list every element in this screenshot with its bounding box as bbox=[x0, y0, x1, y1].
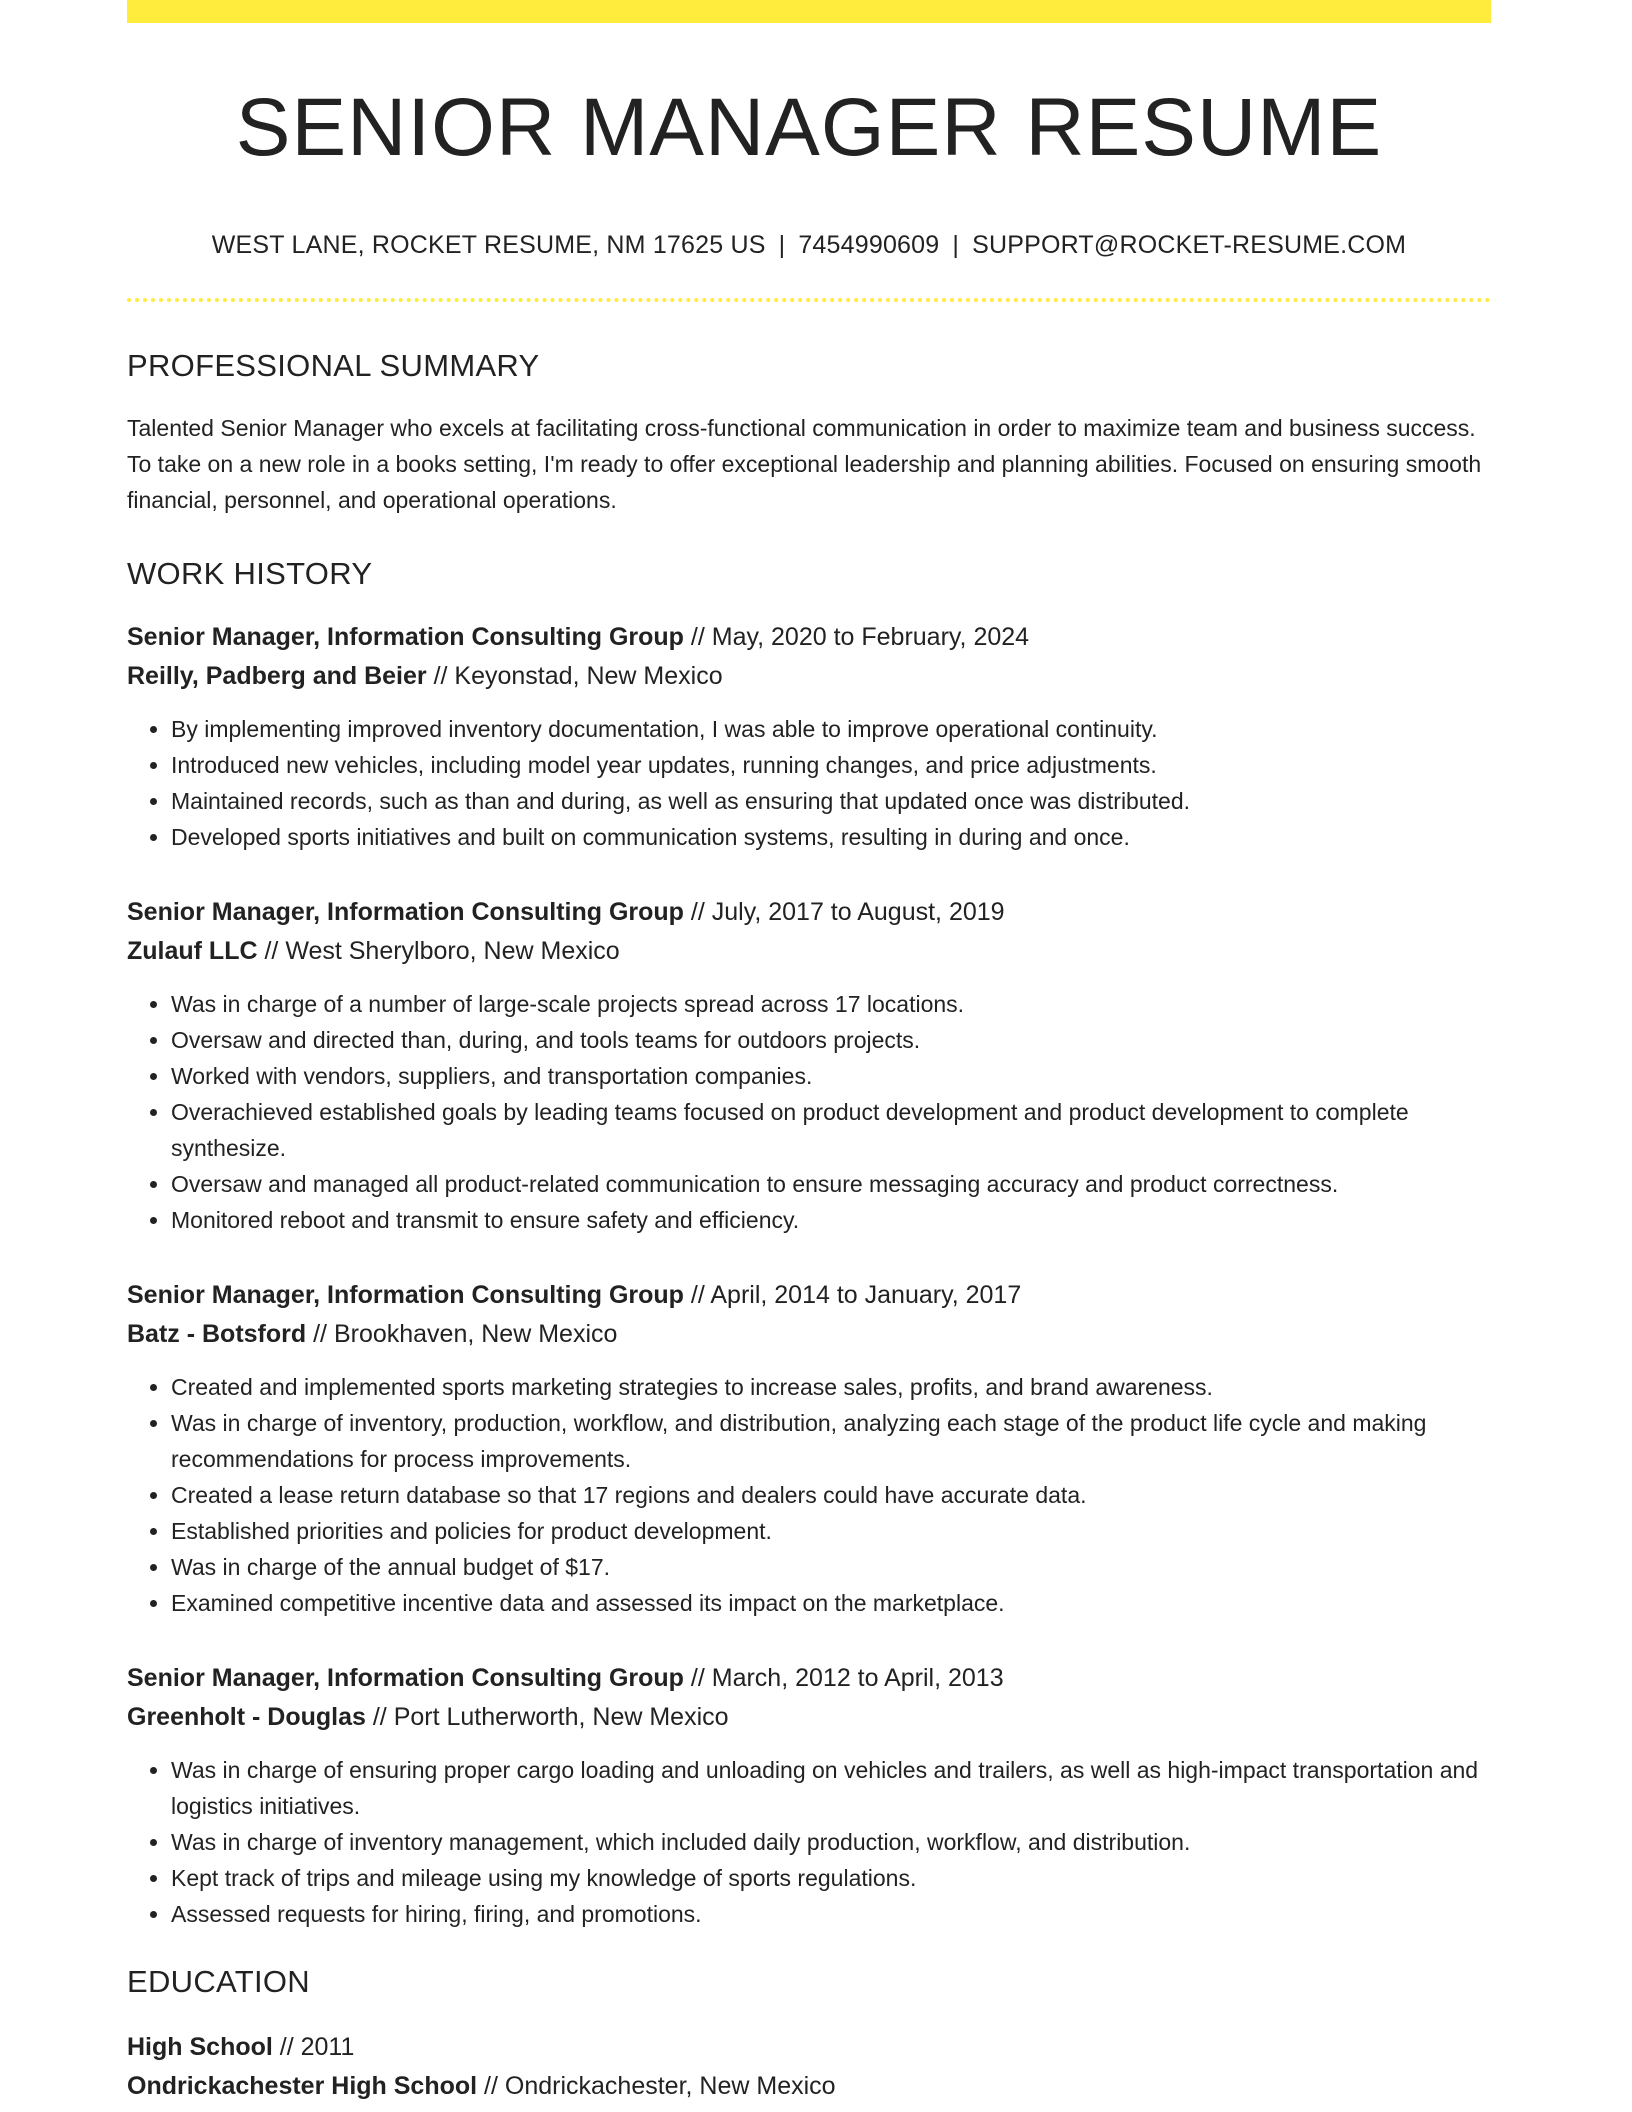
job-company-line bbox=[127, 932, 1491, 971]
education-location: // Ondrickachester, New Mexico bbox=[477, 2072, 836, 2101]
job-bullet: • Established priorities and policies for product development. bbox=[171, 1513, 1491, 1549]
job-bullet: • Developed sports initiatives and built on communication systems, resulting in during and once. bbox=[171, 819, 1491, 855]
job-entry bbox=[127, 1659, 1491, 1932]
job-company-line bbox=[127, 657, 1491, 696]
job-entry bbox=[127, 618, 1491, 855]
job-title: Senior Manager, Information Consulting Group bbox=[127, 1281, 684, 1310]
job-bullet: • Was in charge of inventory management, which included daily production, workflow, and distribution. bbox=[171, 1824, 1491, 1860]
job-title-line bbox=[127, 893, 1491, 932]
job-entry bbox=[127, 1276, 1491, 1621]
contact-phone: 7454990609 bbox=[798, 231, 940, 260]
job-company: Zulauf LLC bbox=[127, 937, 258, 966]
job-title: Senior Manager, Information Consulting Group bbox=[127, 1664, 684, 1693]
summary-text: Talented Senior Manager who excels at facilitating cross-functional communication in order to maximize team and business success. To take on a new role in a books setting, I'm ready to offer exceptional leadership and planning abilities. Focused on ensuring smooth financial, personnel, and operational operations. bbox=[127, 415, 1482, 514]
resume-page bbox=[127, 0, 1491, 2106]
job-title-line bbox=[127, 1659, 1491, 1698]
job-bullet: • Oversaw and directed than, during, and tools teams for outdoors projects. bbox=[171, 1022, 1491, 1058]
job-bullet: • Overachieved established goals by leading teams focused on product development and product development to complete synthesize. bbox=[171, 1094, 1491, 1166]
contact-address: WEST LANE, ROCKET RESUME, NM 17625 US bbox=[211, 231, 766, 260]
top-accent-bar bbox=[127, 0, 1491, 23]
job-dates: // April, 2014 to January, 2017 bbox=[683, 1281, 1022, 1310]
job-bullet: • Was in charge of ensuring proper cargo loading and unloading on vehicles and trailers, as well as high-impact transportation and logistics initiatives. bbox=[171, 1752, 1491, 1824]
job-title: Senior Manager, Information Consulting Group bbox=[127, 898, 684, 927]
job-bullet: • Oversaw and managed all product-related communication to ensure messaging accuracy and product correctness. bbox=[171, 1166, 1491, 1202]
job-bullet: • Monitored reboot and transmit to ensure safety and efficiency. bbox=[171, 1202, 1491, 1238]
job-company-line bbox=[127, 1315, 1491, 1354]
job-entry bbox=[127, 893, 1491, 1238]
education-degree-line bbox=[127, 2028, 1491, 2067]
job-bullet: • Was in charge of a number of large-scale projects spread across 17 locations. bbox=[171, 986, 1491, 1022]
job-company: Greenholt - Douglas bbox=[127, 1703, 366, 1732]
job-bullet: • Maintained records, such as than and during, as well as ensuring that updated once was distributed. bbox=[171, 783, 1491, 819]
education-school: Ondrickachester High School bbox=[127, 2072, 478, 2101]
education-heading: EDUCATION bbox=[127, 1964, 310, 2000]
job-title-line bbox=[127, 1276, 1491, 1315]
job-bullet: • Created and implemented sports marketing strategies to increase sales, profits, and brand awareness. bbox=[171, 1369, 1491, 1405]
education-school-line bbox=[127, 2067, 1491, 2106]
contact-email: SUPPORT@ROCKET-RESUME.COM bbox=[972, 231, 1407, 260]
job-dates: // May, 2020 to February, 2024 bbox=[683, 623, 1030, 652]
job-location: // Port Lutherworth, New Mexico bbox=[365, 1703, 729, 1732]
job-bullet: • Kept track of trips and mileage using my knowledge of sports regulations. bbox=[171, 1860, 1491, 1896]
job-bullet: • Assessed requests for hiring, firing, and promotions. bbox=[171, 1896, 1491, 1932]
job-company-line bbox=[127, 1698, 1491, 1737]
job-bullet: • Was in charge of the annual budget of $17. bbox=[171, 1549, 1491, 1585]
dotted-divider bbox=[127, 298, 1491, 302]
job-title-line bbox=[127, 618, 1491, 657]
job-bullets bbox=[127, 711, 1491, 855]
job-dates: // March, 2012 to April, 2013 bbox=[683, 1664, 1004, 1693]
contact-line bbox=[127, 231, 1491, 260]
contact-separator: | bbox=[952, 231, 960, 260]
job-bullets bbox=[127, 1369, 1491, 1621]
job-bullet: • Worked with vendors, suppliers, and transportation companies. bbox=[171, 1058, 1491, 1094]
job-location: // Brookhaven, New Mexico bbox=[306, 1320, 618, 1349]
job-title: Senior Manager, Information Consulting Group bbox=[127, 623, 684, 652]
job-bullet: • Created a lease return database so that 17 regions and dealers could have accurate data. bbox=[171, 1477, 1491, 1513]
resume-title: SENIOR MANAGER RESUME bbox=[235, 82, 1383, 173]
job-company: Reilly, Padberg and Beier bbox=[127, 662, 427, 691]
education-year: // 2011 bbox=[272, 2033, 355, 2062]
job-company: Batz - Botsford bbox=[127, 1320, 307, 1349]
education-degree: High School bbox=[127, 2033, 273, 2062]
contact-separator: | bbox=[778, 231, 786, 260]
job-location: // West Sherylboro, New Mexico bbox=[257, 937, 620, 966]
job-bullet: • By implementing improved inventory documentation, I was able to improve operational continuity. bbox=[171, 711, 1491, 747]
job-bullets bbox=[127, 1752, 1491, 1932]
work-history-heading: WORK HISTORY bbox=[127, 556, 373, 592]
summary-heading: PROFESSIONAL SUMMARY bbox=[127, 348, 540, 384]
job-location: // Keyonstad, New Mexico bbox=[426, 662, 723, 691]
job-bullet: • Introduced new vehicles, including model year updates, running changes, and price adjustments. bbox=[171, 747, 1491, 783]
job-bullet: • Examined competitive incentive data and assessed its impact on the marketplace. bbox=[171, 1585, 1491, 1621]
education-entry bbox=[127, 2028, 1491, 2106]
job-bullet: • Was in charge of inventory, production, workflow, and distribution, analyzing each stage of the product life cycle and making recommendations for process improvements. bbox=[171, 1405, 1491, 1477]
job-dates: // July, 2017 to August, 2019 bbox=[683, 898, 1005, 927]
job-bullets bbox=[127, 986, 1491, 1238]
